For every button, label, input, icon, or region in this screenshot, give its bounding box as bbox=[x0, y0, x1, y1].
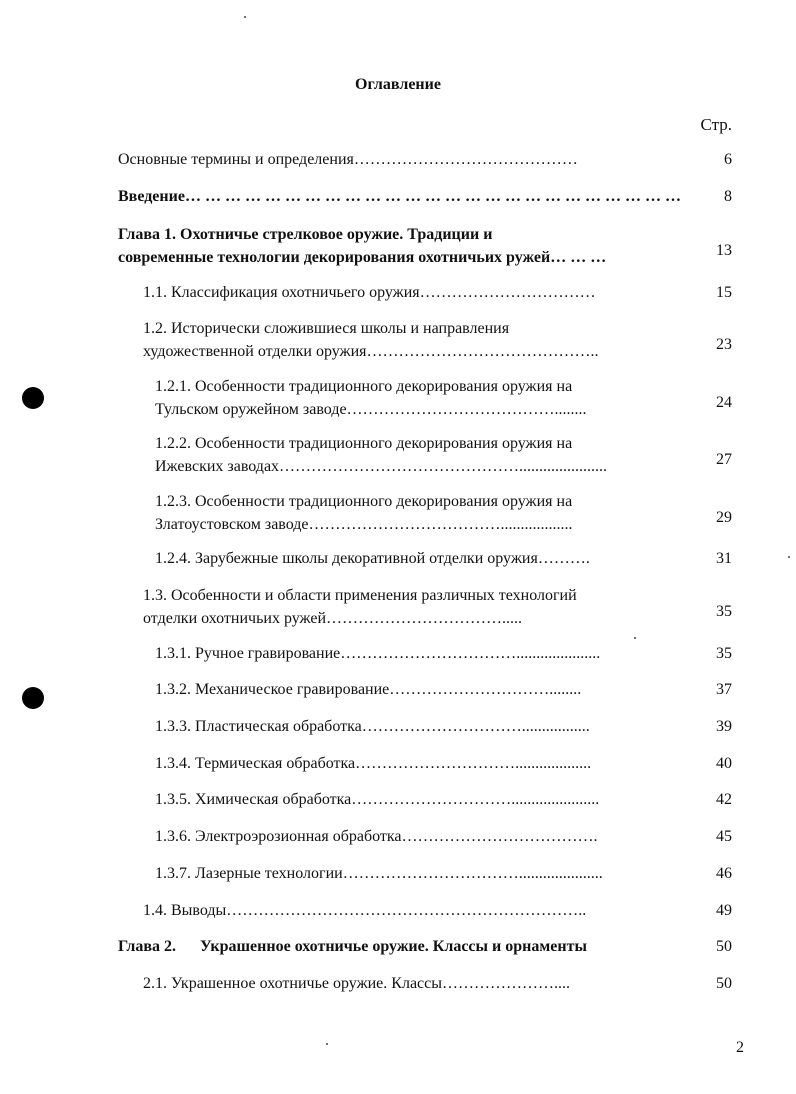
toc-entry-title: Глава 2. Украшенное охотничье оружие. Классы и орнаменты bbox=[118, 938, 587, 955]
toc-page-number: 37 bbox=[716, 681, 732, 698]
toc-entry[interactable] bbox=[155, 788, 732, 811]
toc-chapter-entry[interactable] bbox=[118, 223, 732, 269]
toc-page-number: 8 bbox=[724, 188, 732, 205]
toc-entry-title: 1.3.2. Механическое гравирование…………………………........ bbox=[155, 681, 582, 698]
toc-page-number: 31 bbox=[716, 550, 732, 567]
toc-entry-title: 1.3.6. Электроэрозионная обработка………………………………. bbox=[155, 828, 598, 845]
toc-entry[interactable] bbox=[155, 678, 732, 701]
scan-speck bbox=[244, 16, 246, 18]
toc-entry-title-line: Глава 1. Охотничье стрелковое оружие. Традиции и bbox=[118, 226, 493, 243]
toc-entry[interactable] bbox=[143, 972, 732, 995]
toc-entry-title-line: художественной отделки оружия…………………………………….. bbox=[143, 343, 599, 360]
toc-entry-title-line: 1.2.3. Особенности традиционного декорирования оружия на bbox=[155, 493, 573, 510]
toc-entry[interactable] bbox=[155, 642, 732, 665]
page-number: 2 bbox=[736, 1039, 744, 1056]
toc-entry[interactable] bbox=[155, 432, 732, 478]
toc-page-number: 6 bbox=[724, 151, 732, 168]
toc-page-number: 23 bbox=[716, 336, 732, 353]
toc-page-number: 42 bbox=[716, 791, 732, 808]
toc-entry-title: 1.3.5. Химическая обработка…………………………...................... bbox=[155, 791, 600, 808]
toc-entry[interactable] bbox=[155, 715, 732, 738]
page-title: Оглавление bbox=[355, 76, 441, 93]
toc-entry-title-line: 1.2.2. Особенности традиционного декорирования оружия на bbox=[155, 435, 573, 452]
toc-entry-title-line: Ижевских заводах………………………………………...................... bbox=[155, 458, 608, 475]
scan-speck bbox=[634, 637, 636, 639]
toc-entry[interactable] bbox=[155, 547, 732, 570]
toc-page-number: 15 bbox=[716, 284, 732, 301]
toc-page-number: 50 bbox=[716, 975, 732, 992]
toc-entry-title-line: 1.2.1. Особенности традиционного декорирования оружия на bbox=[155, 378, 573, 395]
toc-entry[interactable] bbox=[155, 752, 732, 775]
toc-entry[interactable] bbox=[118, 185, 732, 208]
toc-page-number: 24 bbox=[716, 394, 732, 411]
toc-page-number: 35 bbox=[716, 645, 732, 662]
toc-page-number: 27 bbox=[716, 451, 732, 468]
toc-entry-title-line: отделки охотничьих ружей……………………………..... bbox=[143, 610, 523, 627]
toc-page-number: 45 bbox=[716, 828, 732, 845]
toc-chapter-entry[interactable] bbox=[118, 935, 732, 958]
scan-speck bbox=[788, 556, 790, 558]
toc-entry[interactable] bbox=[155, 825, 732, 848]
toc-entry-title: 1.3.1. Ручное гравирование……………………………..................... bbox=[155, 645, 601, 662]
toc-entry-title-line: Тульском оружейном заводе…………………………………........ bbox=[155, 401, 587, 418]
toc-page-number: 39 bbox=[716, 718, 732, 735]
toc-entry-title-line: 1.2. Исторически сложившиеся школы и направления bbox=[143, 320, 510, 337]
toc-entry-title: Основные термины и определения…………………………………… bbox=[118, 151, 578, 168]
page-column-header: Стр. bbox=[700, 115, 732, 134]
toc-entry-title-line: современные технологии декорирования охотничьих ружей… … … bbox=[118, 249, 607, 266]
toc-entry[interactable] bbox=[155, 862, 732, 885]
toc-page-number: 50 bbox=[716, 938, 732, 955]
toc-entry[interactable] bbox=[118, 148, 732, 171]
toc-entry-title: Введение… … … … … … … … … … … … … … … … … … … … … … … … … bbox=[118, 188, 681, 205]
toc-page-number: 29 bbox=[716, 509, 732, 526]
toc-entry-title: 1.2.4. Зарубежные школы декоративной отделки оружия………. bbox=[155, 550, 590, 567]
toc-entry-title: 1.1. Классификация охотничьего оружия…………………………… bbox=[143, 284, 596, 301]
toc-entry[interactable] bbox=[143, 281, 732, 304]
toc-page-number: 40 bbox=[716, 755, 732, 772]
toc-entry[interactable] bbox=[143, 317, 732, 363]
toc-entry-title: 1.3.3. Пластическая обработка…………………………................. bbox=[155, 718, 590, 735]
toc-page-number: 35 bbox=[716, 603, 732, 620]
toc-entry-title-line: Златоустовском заводе……………………………….................. bbox=[155, 516, 573, 533]
toc-page-number: 13 bbox=[716, 242, 732, 259]
toc-entry[interactable] bbox=[155, 490, 732, 536]
toc-entry-title: 1.3.7. Лазерные технологии……………………………..................... bbox=[155, 865, 603, 882]
toc-entry-title-line: 1.3. Особенности и области применения различных технологий bbox=[143, 587, 577, 604]
toc-entry[interactable] bbox=[143, 584, 732, 630]
toc-entry[interactable] bbox=[155, 375, 732, 421]
toc-page-number: 46 bbox=[716, 865, 732, 882]
toc-entry-title: 1.3.4. Термическая обработка…………………………................... bbox=[155, 755, 592, 772]
scan-speck bbox=[326, 1043, 328, 1045]
toc-entry-title: 1.4. Выводы………………………………………………………….. bbox=[143, 902, 587, 919]
toc-page-number: 49 bbox=[716, 902, 732, 919]
punch-hole bbox=[22, 687, 44, 709]
punch-hole bbox=[22, 387, 44, 409]
toc-entry-title: 2.1. Украшенное охотничье оружие. Классы………………….... bbox=[143, 975, 570, 992]
toc-entry[interactable] bbox=[143, 899, 732, 922]
